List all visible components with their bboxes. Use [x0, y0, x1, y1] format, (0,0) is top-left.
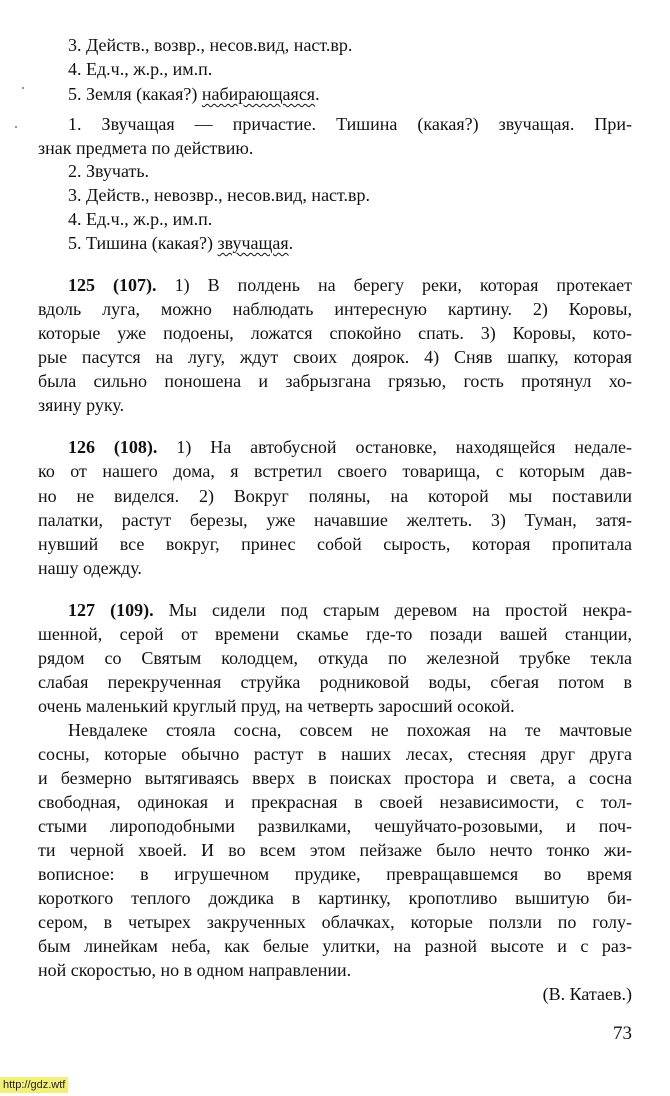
text-span: .: [288, 233, 294, 253]
text-span: стыми лироподобными развилками, чешуйчато-розовыми, и поч-: [38, 816, 632, 836]
text-span: зяину руку.: [38, 395, 125, 415]
text-line: [68, 184, 632, 206]
text-line: [68, 160, 632, 182]
text-span: короткого теплого дождика в картинку, кропотливо вышитую би-: [38, 888, 632, 908]
text-line: [68, 232, 632, 254]
source-link[interactable]: http://gdz.wtf: [0, 1077, 68, 1093]
text-line: [38, 767, 632, 789]
text-span: 5. Земля (какая?): [68, 84, 202, 104]
text-span: 1. Звучащая — причастие. Тишина (какая?) звучащая. При-: [68, 114, 632, 134]
text-line: [38, 887, 632, 909]
text-line: [38, 298, 632, 320]
text-line: [38, 839, 632, 861]
text-span: но не виделся. 2) Вокруг поляны, на которой мы поставили: [38, 486, 632, 506]
text-span: нувший все вокруг, принес собой сырость, которая пропитала: [38, 534, 632, 554]
text-line: [68, 83, 632, 105]
text-line: [38, 460, 632, 482]
text-span: Мы сидели под старым деревом на простой некра-: [153, 600, 632, 620]
text-span: 4. Ед.ч., ж.р., им.п.: [68, 209, 213, 229]
text-line: [38, 791, 632, 813]
text-line: [38, 137, 632, 159]
text-line: [38, 370, 632, 392]
text-line: [68, 58, 632, 80]
text-span: нашу одежду.: [38, 558, 142, 578]
text-line: [38, 911, 632, 933]
scan-speck: [22, 87, 24, 89]
text-span: которые уже подоены, ложатся спокойно спать. 3) Коровы, кото-: [38, 323, 632, 343]
text-line: [38, 623, 632, 645]
text-span: Невдалеке стояла сосна, совсем не похожая на те мачтовые: [68, 720, 632, 740]
text-span: сером, в четырех закрученных облачках, которые ползли по голу-: [38, 912, 632, 932]
text-line: [38, 394, 632, 416]
text-line: [38, 322, 632, 344]
text-span: (В. Катаев.): [542, 984, 632, 1004]
exercise-number: 127 (109).: [68, 600, 154, 620]
text-span: слабая перекрученная струйка родниковой воды, сбегая потом в: [38, 672, 632, 692]
underlined-word: звучащая: [217, 233, 289, 253]
attribution: [543, 983, 632, 1005]
text-span: палатки, растут березы, уже начавшие желтеть. 3) Туман, затя-: [38, 510, 632, 530]
text-span: 1) На автобусной остановке, находящейся недале-: [157, 437, 632, 457]
text-span: 2. Звучать.: [68, 161, 150, 181]
text-line: [68, 599, 632, 621]
text-span: ти черной хвоей. И во всем этом пейзаже было нечто тонко жи-: [38, 840, 632, 860]
text-span: ной скоростью, но в одном направлении.: [38, 960, 352, 980]
exercise-number: 125 (107).: [68, 275, 157, 295]
text-span: ко от нашего дома, я встретил своего товарища, с которым дав-: [38, 461, 632, 481]
text-span: рые пасутся на лугу, ждут своих доярок. 4) Сняв шапку, которая: [38, 347, 632, 367]
text-line: [38, 647, 632, 669]
text-line: [68, 436, 632, 458]
text-line: [38, 959, 632, 981]
text-span: вописное: в игрушечном прудике, превращавшемся во время: [38, 864, 632, 884]
text-span: 1) В полдень на берегу реки, которая протекает: [156, 275, 632, 295]
text-span: 4. Ед.ч., ж.р., им.п.: [68, 59, 213, 79]
text-span: и безмерно вытягиваясь вверх в поисках простора и света, а сосна: [38, 768, 632, 788]
text-span: 5. Тишина (какая?): [68, 233, 218, 253]
text-line: [68, 34, 632, 56]
text-line: [38, 557, 632, 579]
text-span: шенной, серой от времени скамье где-то позади вашей станции,: [38, 624, 632, 644]
text-span: была сильно поношена и забрызгана грязью, гость протянул хо-: [38, 371, 632, 391]
text-line: [38, 509, 632, 531]
text-line: [38, 935, 632, 957]
text-line: [68, 274, 632, 296]
exercise-number: 126 (108).: [68, 437, 158, 457]
text-span: рядом со Святым колодцем, откуда по железной трубке текла: [38, 648, 632, 668]
text-line: [68, 208, 632, 230]
scan-speck: [15, 126, 17, 128]
text-line: [68, 113, 632, 135]
text-line: [38, 485, 632, 507]
text-line: [68, 719, 632, 741]
text-line: [38, 695, 632, 717]
text-span: свободная, одинокая и прекрасная в своей независимости, с тол-: [38, 792, 632, 812]
text-span: очень маленький круглый пруд, на четверть заросший осокой.: [38, 696, 515, 716]
text-span: бым линейкам неба, как белые улитки, на разной высоте и с раз-: [38, 936, 632, 956]
text-span: 3. Действ., возвр., несов.вид, наст.вр.: [68, 35, 353, 55]
text-line: [38, 815, 632, 837]
text-span: 3. Действ., невозвр., несов.вид, наст.вр.: [68, 185, 371, 205]
text-span: сосны, которые обычно растут в наших лесах, стесняя друг друга: [38, 744, 632, 764]
text-span: знак предмета по действию.: [38, 138, 254, 158]
text-line: [38, 863, 632, 885]
text-span: .: [315, 84, 320, 104]
text-line: [38, 346, 632, 368]
text-span: вдоль луга, можно наблюдать интересную картину. 2) Коровы,: [38, 299, 632, 319]
text-line: [38, 533, 632, 555]
text-line: [38, 743, 632, 765]
page-number: 73: [613, 1023, 632, 1044]
text-line: [38, 671, 632, 693]
underlined-word: набирающаяся: [201, 84, 316, 104]
